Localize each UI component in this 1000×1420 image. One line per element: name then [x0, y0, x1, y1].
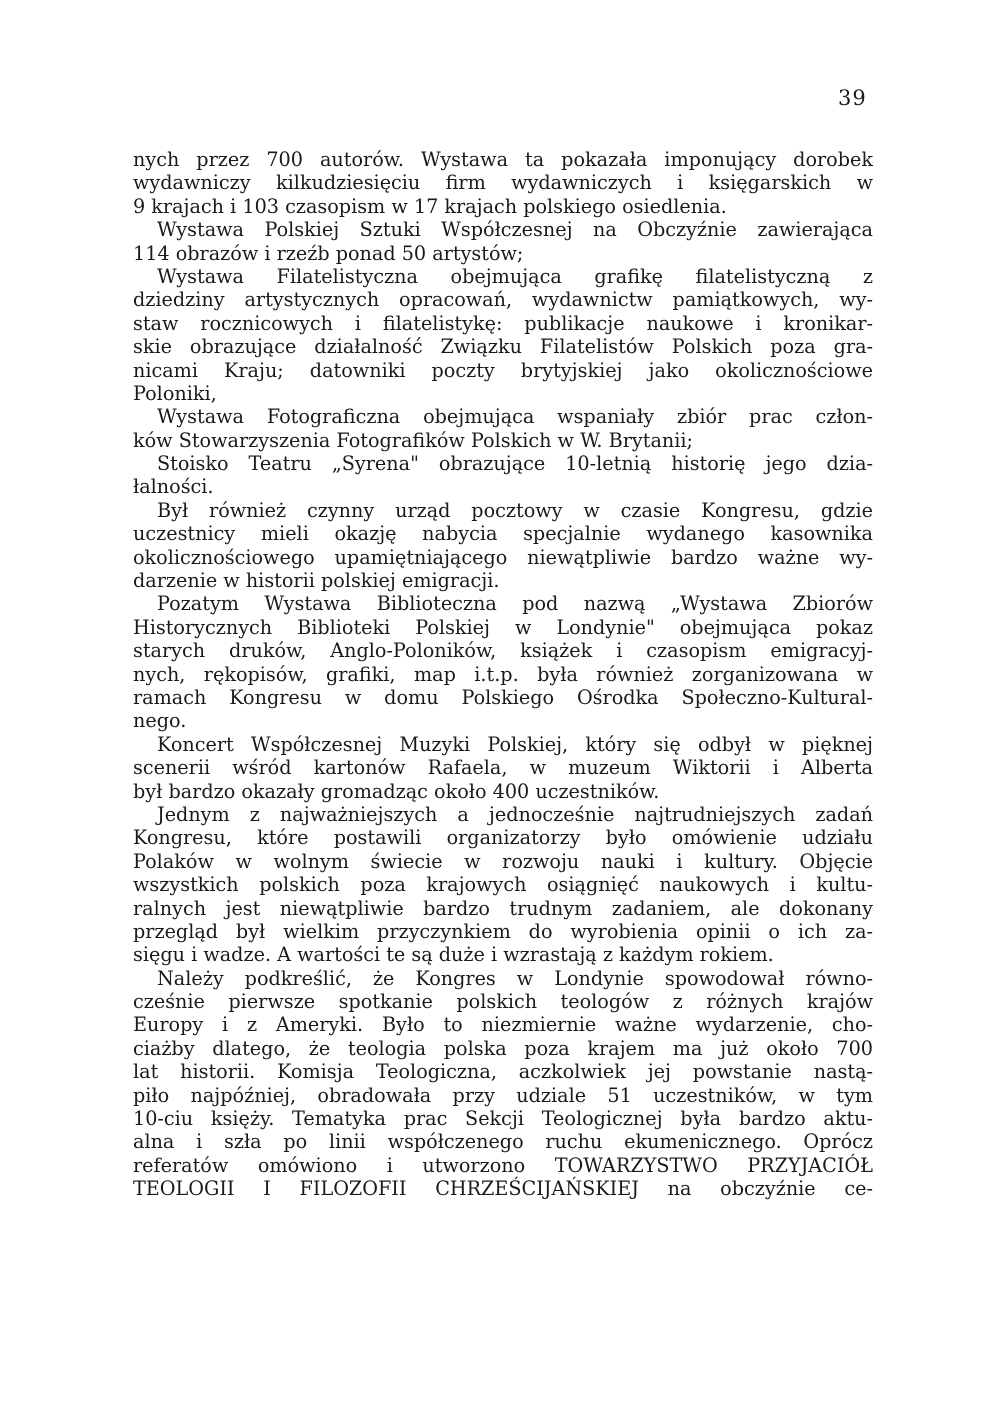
- text-line: ramach Kongresu w domu Polskiego Ośrodka Społeczno-Kultural-: [133, 685, 873, 709]
- text-line: referatów omówiono i utworzono TOWARZYSTWO PRZYJACIÓŁ: [133, 1153, 873, 1177]
- text-line: Wystawa Polskiej Sztuki Współczesnej na Obczyźnie zawierająca: [157, 218, 873, 242]
- text-line: wydawniczy kilkudziesięciu firm wydawniczych i księgarskich w: [133, 171, 873, 195]
- text-line: lat historii. Komisja Teologiczna, aczkolwiek jej powstanie nastą-: [133, 1060, 873, 1084]
- body-text: [133, 148, 873, 1201]
- paragraph: [133, 265, 873, 405]
- text-line: łalności.: [133, 475, 214, 499]
- paragraph: [133, 803, 873, 967]
- text-line: ków Stowarzyszenia Fotografików Polskich w W. Brytanii;: [133, 428, 693, 452]
- text-line: Historycznych Biblioteki Polskiej w Londynie" obejmująca pokaz: [133, 615, 873, 639]
- paragraph: [133, 499, 873, 593]
- text-line: Jednym z najważniejszych a jednocześnie najtrudniejszych zadań: [157, 802, 873, 826]
- text-line: sięgu i wadze. A wartości te są duże i wzrastają z każdym rokiem.: [133, 943, 774, 967]
- text-line: 9 krajach i 103 czasopism w 17 krajach polskiego osiedlenia.: [133, 194, 727, 218]
- text-line: Europy i z Ameryki. Było to niezmiernie ważne wydarzenie, cho-: [133, 1013, 873, 1037]
- paragraph: [133, 148, 873, 218]
- text-line: Koncert Współczesnej Muzyki Polskiej, który się odbył w pięknej: [157, 732, 873, 756]
- text-line: 114 obrazów i rzeźb ponad 50 artystów;: [133, 241, 524, 265]
- text-line: Kongresu, które postawili organizatorzy było omówienie udziału: [133, 826, 873, 850]
- text-line: Wystawa Fotograficzna obejmująca wspaniały zbiór prac człon-: [157, 405, 873, 429]
- paragraph: [133, 405, 873, 452]
- text-line: nych przez 700 autorów. Wystawa ta pokazała imponujący dorobek: [133, 148, 873, 171]
- text-line: ralnych jest niewątpliwie bardzo trudnym zadaniem, ale dokonany: [133, 896, 873, 920]
- text-line: dziedziny artystycznych opracowań, wydawnictw pamiątkowych, wy-: [133, 288, 873, 312]
- paragraph: [133, 733, 873, 803]
- paragraph: [133, 592, 873, 732]
- text-line: TEOLOGII I FILOZOFII CHRZEŚCIJAŃSKIEJ na obczyźnie ce-: [133, 1177, 873, 1201]
- text-line: piło najpóźniej, obradowała przy udziale 51 uczestników, w tym: [133, 1083, 873, 1107]
- text-line: Poloniki,: [133, 381, 217, 405]
- text-line: skie obrazujące działalność Związku Filatelistów Polskich poza gra-: [133, 335, 873, 359]
- text-line: Wystawa Filatelistyczna obejmująca grafikę filatelistyczną z: [157, 264, 873, 288]
- text-line: alna i szła po linii współczenego ruchu ekumenicznego. Oprócz: [133, 1130, 873, 1154]
- paragraph: [133, 967, 873, 1201]
- text-line: ciażby dlatego, że teologia polska poza krajem ma już około 700: [133, 1036, 873, 1060]
- text-line: Polaków w wolnym świecie w rozwoju nauki i kultury. Objęcie: [133, 849, 873, 873]
- text-line: okolicznościowego upamiętniającego niewątpliwie bardzo ważne wy-: [133, 545, 873, 569]
- text-line: wszystkich polskich poza krajowych osiągnięć naukowych i kultu-: [133, 873, 873, 897]
- text-line: cześnie pierwsze spotkanie polskich teologów z różnych krajów: [133, 990, 873, 1014]
- text-line: scenerii wśród kartonów Rafaela, w muzeum Wiktorii i Alberta: [133, 756, 873, 780]
- text-line: Był również czynny urząd pocztowy w czasie Kongresu, gdzie: [157, 498, 873, 522]
- text-line: był bardzo okazały gromadząc około 400 uczestników.: [133, 779, 660, 803]
- text-line: przegląd był wielkim przyczynkiem do wyrobienia opinii o ich za-: [133, 919, 873, 943]
- text-line: Stoisko Teatru „Syrena" obrazujące 10-letnią historię jego dzia-: [157, 452, 873, 476]
- text-line: uczestnicy mieli okazję nabycia specjalnie wydanego kasownika: [133, 522, 873, 546]
- text-line: Należy podkreślić, że Kongres w Londynie spowodował równo-: [157, 966, 873, 990]
- paragraph: [133, 452, 873, 499]
- paragraph: [133, 218, 873, 265]
- text-line: Pozatym Wystawa Biblioteczna pod nazwą „Wystawa Zbiorów: [157, 592, 873, 616]
- text-line: darzenie w historii polskiej emigracji.: [133, 569, 500, 593]
- page-number: 39: [838, 86, 867, 110]
- text-line: nicami Kraju; datowniki poczty brytyjskiej jako okolicznościowe: [133, 358, 873, 382]
- text-line: staw rocznicowych i filatelistykę: publikacje naukowe i kronikar-: [133, 311, 873, 335]
- text-line: nego.: [133, 709, 187, 733]
- text-line: 10-ciu księży. Tematyka prac Sekcji Teologicznej była bardzo aktu-: [133, 1107, 873, 1131]
- text-line: nych, rękopisów, grafiki, map i.t.p. była również zorganizowana w: [133, 662, 873, 686]
- text-line: starych druków, Anglo-Poloników, książek i czasopism emigracyj-: [133, 639, 873, 663]
